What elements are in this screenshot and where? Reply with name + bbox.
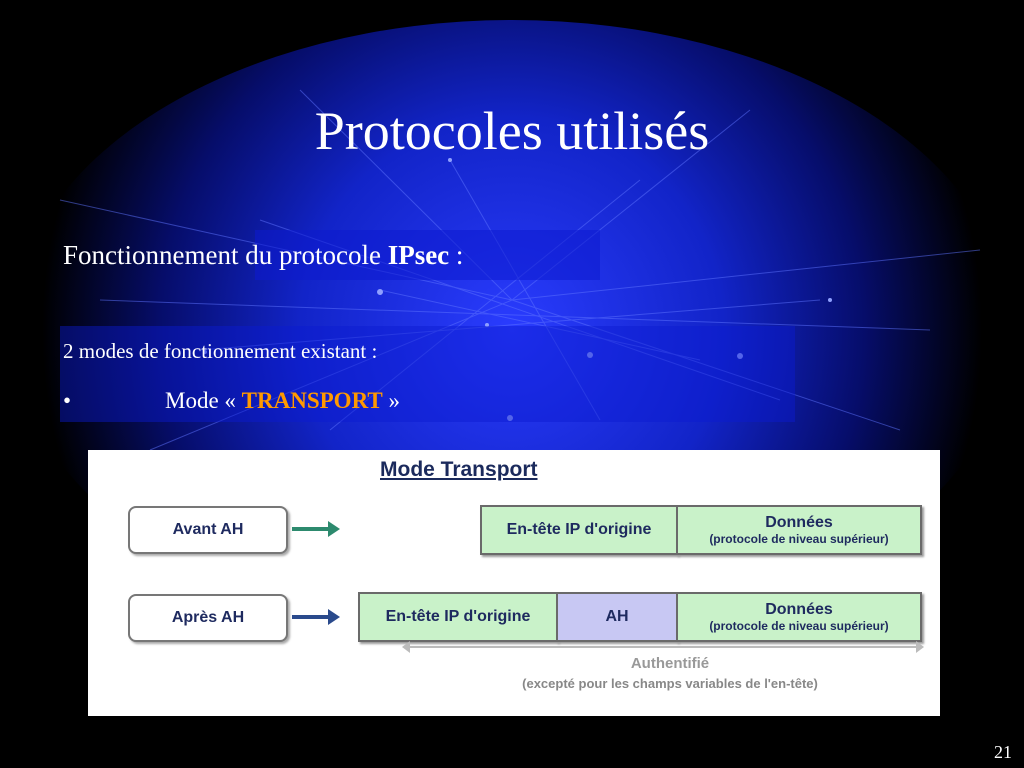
row2-data-label: Données [765, 601, 833, 618]
arrow-icon-row1 [292, 527, 328, 531]
row1-data-box [676, 505, 922, 555]
authenticated-span-arrow [410, 646, 916, 648]
authenticated-label: Authentifié [630, 655, 710, 672]
subtitle-suffix: : [449, 240, 464, 270]
apres-ah-label: Après AH [128, 594, 288, 642]
arrow-icon-row2 [292, 615, 328, 619]
mode-highlight: TRANSPORT [241, 388, 383, 413]
modes-line: 2 modes de fonctionnement existant : [63, 339, 378, 363]
page-number: 21 [994, 742, 1012, 762]
bullet-marker: • [63, 388, 72, 413]
row2-ah-label: AH [605, 608, 629, 625]
subtitle-prefix: Fonctionnement du protocole [63, 240, 388, 270]
row2-data-box [676, 592, 922, 642]
mode-prefix: Mode « [165, 388, 242, 413]
mode-transport-line [165, 388, 400, 414]
avant-ah-label: Avant AH [128, 506, 288, 554]
diagram-title: Mode Transport [380, 458, 538, 481]
row2-header-box [358, 592, 558, 642]
row1-data-label: Données [765, 514, 833, 531]
row2-data-sublabel: (protocole de niveau supérieur) [709, 619, 889, 633]
row2-header-label: En-tête IP d'origine [385, 608, 531, 625]
subtitle-ipsec: IPsec [387, 240, 450, 270]
mode-suffix: » [382, 388, 400, 413]
row1-data-sublabel: (protocole de niveau supérieur) [709, 532, 889, 546]
row1-header-box [480, 505, 678, 555]
authenticated-note: (excepté pour les champs variables de l'en-tête) [522, 676, 818, 691]
slide-title: Protocoles utilisés [314, 101, 710, 161]
row2-ah-box [556, 592, 678, 642]
row1-header-label: En-tête IP d'origine [506, 521, 652, 538]
slide-subtitle [63, 240, 463, 271]
